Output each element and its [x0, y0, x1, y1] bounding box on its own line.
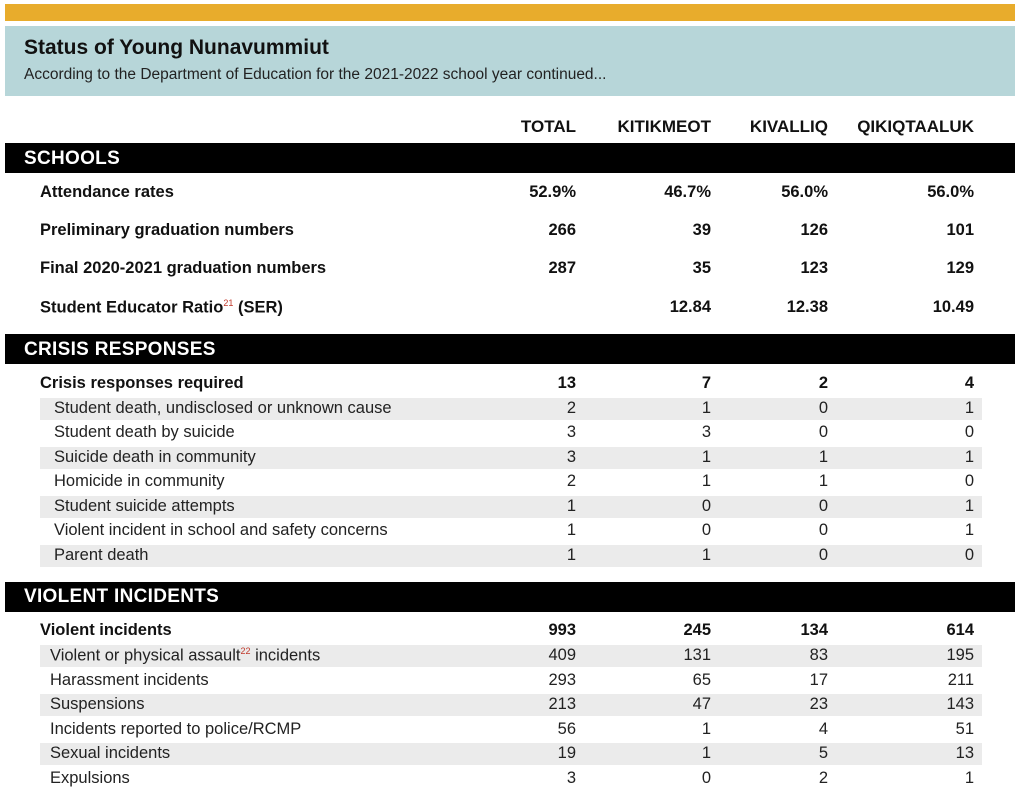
table-row [40, 520, 982, 542]
value-kitikmeot: 1 [701, 720, 711, 738]
value-total: 213 [548, 695, 576, 713]
value-kivalliq: 23 [809, 695, 828, 713]
table-row [40, 768, 982, 790]
value-kitikmeot: 0 [701, 497, 711, 515]
row-label: Student suicide attempts [54, 497, 235, 515]
value-total: 56 [557, 720, 576, 738]
value-total: 1 [566, 521, 576, 539]
value-qikiqtaaluk: 1 [964, 521, 974, 539]
value-kivalliq: 0 [818, 521, 828, 539]
table-row [40, 496, 982, 518]
value-kitikmeot: 1 [701, 399, 711, 417]
value-qikiqtaaluk: 1 [964, 769, 974, 787]
table-row [40, 645, 982, 667]
value-qikiqtaaluk: 195 [946, 646, 974, 664]
table-row [40, 182, 982, 204]
value-kitikmeot: 65 [692, 671, 711, 689]
value-kivalliq: 0 [818, 399, 828, 417]
row-label: Incidents reported to police/RCMP [50, 720, 302, 738]
table-row [40, 670, 982, 692]
value-total: 293 [548, 671, 576, 689]
value-kivalliq: 0 [818, 497, 828, 515]
value-kivalliq: 134 [800, 621, 828, 639]
value-qikiqtaaluk: 51 [955, 720, 974, 738]
row-label: Student death by suicide [54, 423, 235, 441]
row-label: Final 2020-2021 graduation numbers [40, 259, 327, 277]
value-total: 266 [548, 221, 576, 239]
value-kivalliq: 12.38 [786, 298, 828, 316]
value-total: 1 [566, 546, 576, 564]
row-label: Violent incident in school and safety concerns [54, 521, 388, 539]
value-kitikmeot: 46.7% [664, 183, 711, 201]
table-row [40, 743, 982, 765]
value-total: 2 [566, 399, 576, 417]
table-row [40, 545, 982, 567]
value-kitikmeot: 0 [701, 521, 711, 539]
row-label: Violent incidents [40, 621, 172, 639]
value-total: 3 [566, 423, 576, 441]
row-label-text: Student Educator Ratio [40, 298, 224, 317]
section-title: SCHOOLS [24, 148, 121, 169]
value-kivalliq: 0 [818, 423, 828, 441]
value-qikiqtaaluk: 101 [946, 221, 974, 239]
value-kitikmeot: 35 [692, 259, 711, 277]
table-row [40, 447, 982, 469]
footnote-marker: 21 [223, 298, 234, 308]
top-accent-bar [5, 4, 1015, 21]
row-label: Suicide death in community [54, 448, 256, 466]
row-label [40, 298, 283, 318]
value-qikiqtaaluk: 1 [964, 448, 974, 466]
value-kitikmeot: 1 [701, 744, 711, 762]
value-qikiqtaaluk: 0 [964, 423, 974, 441]
value-kitikmeot: 39 [692, 221, 711, 239]
value-total: 19 [557, 744, 576, 762]
row-label [50, 646, 320, 666]
value-kivalliq: 17 [809, 671, 828, 689]
value-kitikmeot: 12.84 [669, 298, 711, 316]
row-label: Attendance rates [40, 183, 174, 201]
value-kivalliq: 83 [809, 646, 828, 664]
value-kivalliq: 4 [818, 720, 828, 738]
row-label: Preliminary graduation numbers [40, 221, 294, 239]
value-kitikmeot: 245 [683, 621, 711, 639]
table-row [40, 297, 982, 319]
value-kivalliq: 5 [818, 744, 828, 762]
table-row [40, 258, 982, 280]
column-header-kivalliq: KIVALLIQ [749, 117, 828, 136]
value-kivalliq: 1 [818, 448, 828, 466]
column-header-qikiqtaaluk: QIKIQTAALUK [857, 117, 974, 136]
section-header-violent-incidents [5, 582, 1015, 612]
section-header-schools [5, 143, 1015, 173]
section-title: CRISIS RESPONSES [24, 339, 216, 360]
value-kitikmeot: 1 [701, 448, 711, 466]
row-label: Sexual incidents [50, 744, 171, 762]
value-kivalliq: 126 [800, 221, 828, 239]
row-label: Student death, undisclosed or unknown cause [54, 399, 392, 417]
row-label: Homicide in community [54, 472, 225, 490]
value-total: 2 [566, 472, 576, 490]
value-total: 52.9% [529, 183, 576, 201]
footnote-marker: 22 [240, 646, 251, 656]
row-label: Expulsions [50, 769, 130, 787]
table-row-summary [40, 373, 982, 395]
value-kivalliq: 123 [800, 259, 828, 277]
value-total: 3 [566, 769, 576, 787]
table-row [40, 471, 982, 493]
page-subtitle: According to the Department of Education for the 2021-2022 school year continued... [24, 66, 607, 83]
value-total: 3 [566, 448, 576, 466]
value-kitikmeot: 131 [683, 646, 711, 664]
value-total: 409 [548, 646, 576, 664]
value-kitikmeot: 3 [701, 423, 711, 441]
value-kivalliq: 56.0% [781, 183, 828, 201]
column-header-total: TOTAL [520, 117, 576, 136]
value-kitikmeot: 1 [701, 472, 711, 490]
value-total: 287 [548, 259, 576, 277]
value-kivalliq: 0 [818, 546, 828, 564]
value-qikiqtaaluk: 1 [964, 399, 974, 417]
value-qikiqtaaluk: 4 [964, 374, 974, 392]
value-qikiqtaaluk: 13 [955, 744, 974, 762]
row-label: Suspensions [50, 695, 145, 713]
value-kitikmeot: 1 [701, 546, 711, 564]
value-kitikmeot: 0 [701, 769, 711, 787]
row-label: Harassment incidents [50, 671, 209, 689]
section-header-crisis-responses [5, 334, 1015, 364]
value-total: 1 [566, 497, 576, 515]
row-label-suffix: incidents [250, 646, 321, 665]
table-row [40, 422, 982, 444]
column-header-kitikmeot: KITIKMEOT [617, 117, 711, 136]
page-title: Status of Young Nunavummiut [24, 36, 329, 59]
table-row [40, 220, 982, 242]
value-qikiqtaaluk: 211 [947, 671, 974, 689]
table-row-summary [40, 620, 982, 642]
value-kivalliq: 1 [818, 472, 828, 490]
row-label-text: Violent or physical assault [50, 646, 241, 665]
value-kivalliq: 2 [818, 769, 828, 787]
section-title: VIOLENT INCIDENTS [24, 586, 220, 607]
table-row [40, 719, 982, 741]
value-qikiqtaaluk: 10.49 [932, 298, 974, 316]
value-kitikmeot: 47 [692, 695, 711, 713]
value-total: 13 [557, 374, 576, 392]
row-label: Parent death [54, 546, 149, 564]
value-qikiqtaaluk: 56.0% [927, 183, 974, 201]
value-qikiqtaaluk: 129 [946, 259, 974, 277]
table-row [40, 694, 982, 716]
value-qikiqtaaluk: 614 [946, 621, 974, 639]
value-kitikmeot: 7 [701, 374, 711, 392]
table-row [40, 398, 982, 420]
value-qikiqtaaluk: 0 [964, 546, 974, 564]
value-qikiqtaaluk: 143 [946, 695, 974, 713]
value-total: 993 [548, 621, 576, 639]
row-label: Crisis responses required [40, 374, 244, 392]
value-qikiqtaaluk: 0 [964, 472, 974, 490]
page-header [5, 26, 1015, 96]
row-label-suffix: (SER) [233, 298, 283, 317]
value-qikiqtaaluk: 1 [964, 497, 974, 515]
value-kivalliq: 2 [818, 374, 828, 392]
